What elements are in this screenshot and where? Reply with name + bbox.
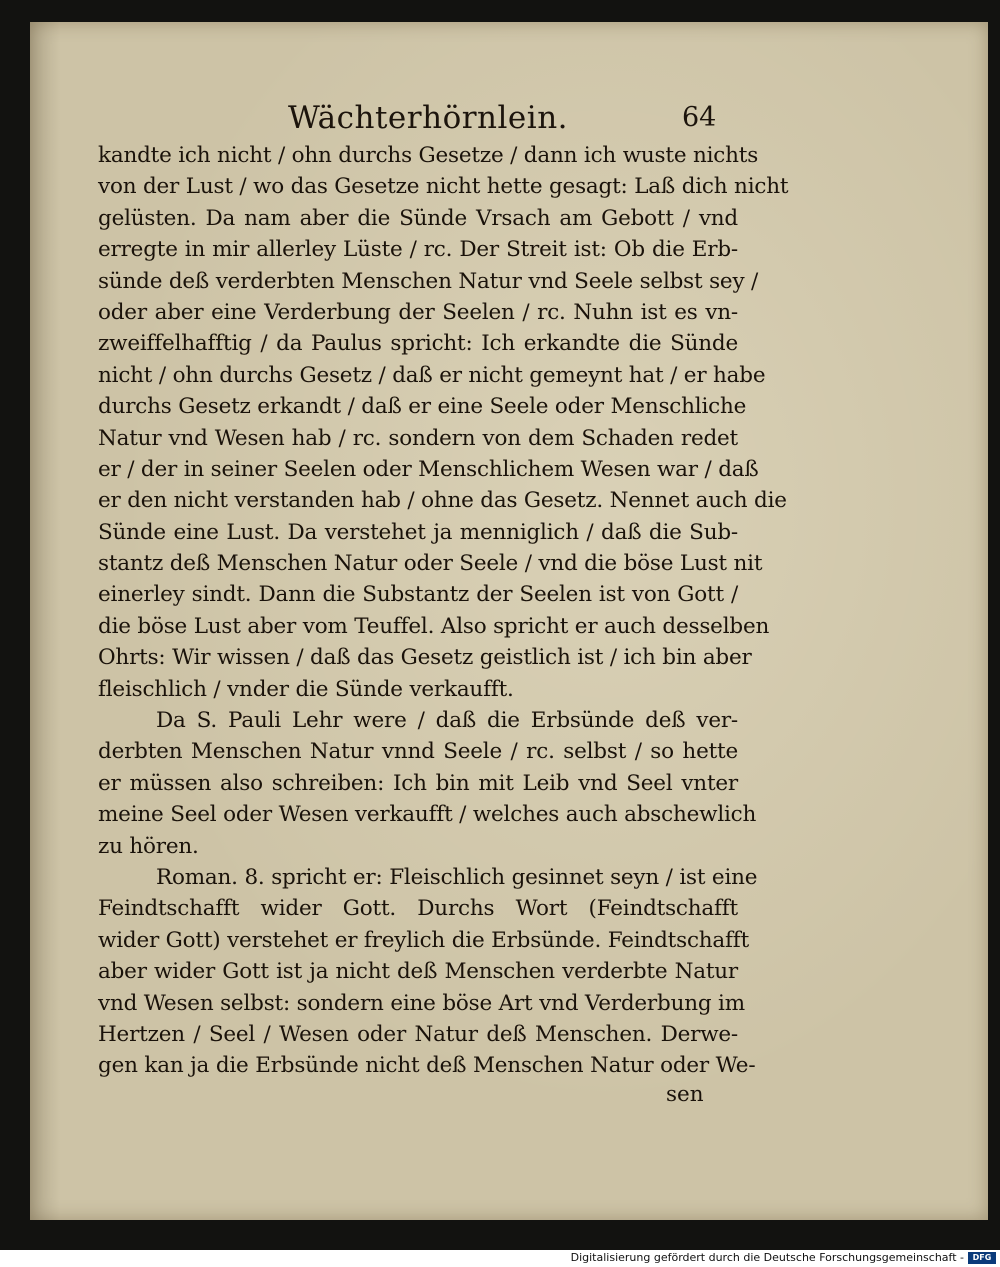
text-line: zweiffelhafftig / da Paulus spricht: Ich erkandte die Sünde (98, 331, 738, 357)
text-line: sünde deß verderbten Menschen Natur vnd Seele selbst sey / (98, 268, 759, 294)
text-line: vnd Wesen selbst: sondern eine böse Art vnd Verderbung im (98, 990, 745, 1016)
text-line: meine Seel oder Wesen verkaufft / welches auch abschewlich (98, 802, 757, 828)
text-line: Ohrts: Wir wissen / daß das Gesetz geistlich ist / ich bin aber (98, 645, 752, 671)
text-line: er müssen also schreiben: Ich bin mit Leib vnd Seel vnter (98, 770, 738, 796)
dfg-logo: DFG (968, 1252, 996, 1264)
text-line: von der Lust / wo das Gesetze nicht hette gesagt: Laß dich nicht (98, 174, 789, 200)
text-line: oder aber eine Verderbung der Seelen / rc. Nuhn ist es vn- (98, 299, 738, 325)
book-page (30, 22, 988, 1220)
text-line: fleischlich / vnder die Sünde verkaufft. (98, 676, 514, 702)
text-line: er den nicht verstanden hab / ohne das Gesetz. Nennet auch die (98, 488, 787, 514)
text-line: Hertzen / Seel / Wesen oder Natur deß Menschen. Derwe- (98, 1021, 738, 1047)
footer-bar (0, 1250, 1000, 1267)
text-line: erregte in mir allerley Lüste / rc. Der Streit ist: Ob die Erb- (98, 237, 738, 263)
text-line: er / der in seiner Seelen oder Menschlichem Wesen war / daß (98, 456, 759, 482)
text-line: durchs Gesetz erkandt / daß er eine Seele oder Menschliche (98, 394, 747, 420)
text-line: kandte ich nicht / ohn durchs Gesetze / dann ich wuste nichts (98, 143, 759, 168)
text-line: gen kan ja die Erbsünde nicht deß Menschen Natur oder We- (98, 1053, 756, 1079)
text-line: stantz deß Menschen Natur oder Seele / vnd die böse Lust nit (98, 551, 763, 577)
funding-credit: Digitalisierung gefördert durch die Deutsche Forschungsgemeinschaft - (570, 1251, 964, 1264)
text-line: nicht / ohn durchs Gesetz / daß er nicht gemeynt hat / er habe (98, 362, 766, 388)
text-line: einerley sindt. Dann die Substantz der Seelen ist von Gott / (98, 582, 738, 608)
text-line: Da S. Pauli Lehr were / daß die Erbsünde deß ver- (156, 708, 738, 734)
text-line: die böse Lust aber vom Teuffel. Also spricht er auch desselben (98, 613, 770, 639)
text-line: Roman. 8. spricht er: Fleischlich gesinnet seyn / ist eine (156, 864, 758, 890)
text-line: aber wider Gott ist ja nicht deß Menschen verderbte Natur (98, 959, 738, 985)
text-line: Feindtschafft wider Gott. Durchs Wort (Feindtschafft (98, 896, 738, 922)
running-head: Wächterhörnlein. (288, 100, 569, 136)
page-number: 64 (682, 102, 717, 133)
text-line: Natur vnd Wesen hab / rc. sondern von dem Schaden redet (98, 425, 738, 451)
catchword: sen (666, 1082, 704, 1107)
text-line: zu hören. (98, 833, 199, 859)
text-line: gelüsten. Da nam aber die Sünde Vrsach am Gebott / vnd (98, 205, 738, 231)
text-line: derbten Menschen Natur vnnd Seele / rc. selbst / so hette (98, 739, 738, 765)
body-text (98, 140, 789, 1082)
text-line: Sünde eine Lust. Da verstehet ja menniglich / daß die Sub- (98, 519, 738, 545)
text-line: wider Gott) verstehet er freylich die Erbsünde. Feindtschafft (98, 927, 750, 953)
